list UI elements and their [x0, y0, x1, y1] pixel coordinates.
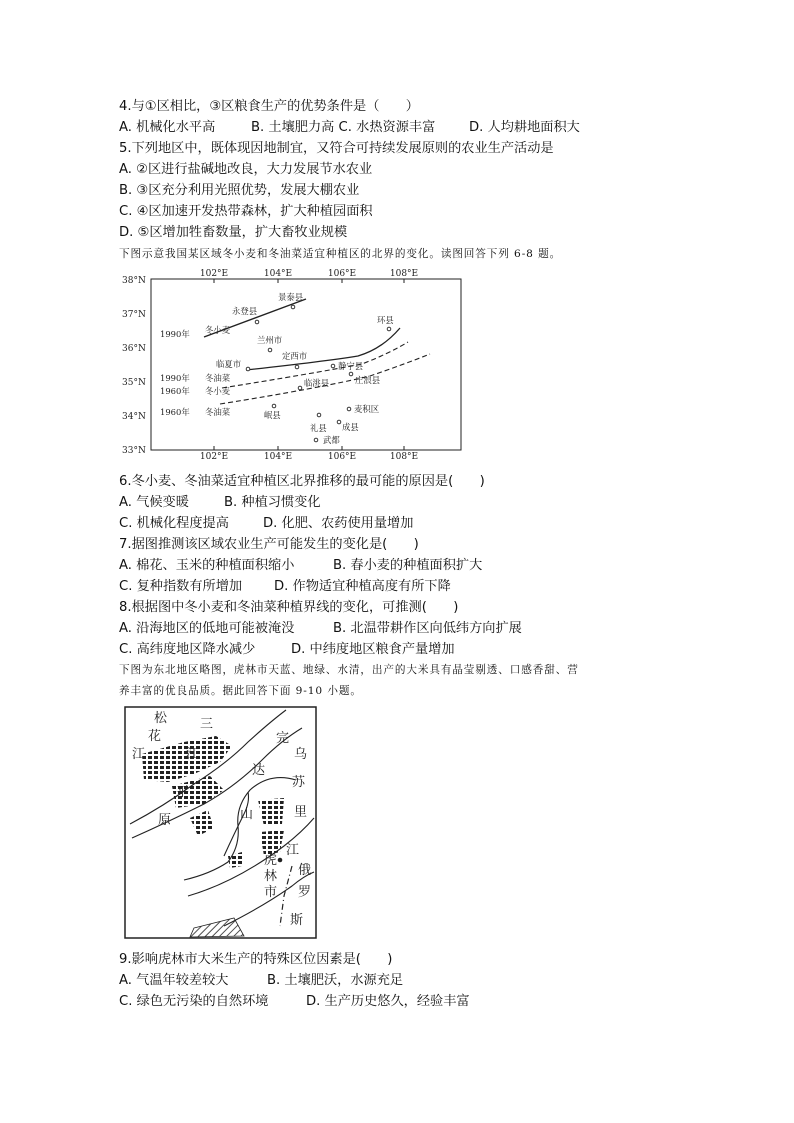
map-label: 斯 — [290, 913, 304, 928]
place-marker — [255, 320, 259, 324]
legend-year: 1960年 — [160, 386, 190, 396]
lon-tick-top: 108°E — [389, 269, 419, 279]
northeast-china-map — [124, 706, 318, 940]
place-name: 庄浪县 — [355, 375, 381, 385]
legend-year: 1990年 — [160, 373, 190, 383]
q8-option-d: D. 中纬度地区粮食产量增加 — [291, 642, 455, 657]
q5-option-d: D. ⑤区增加牲畜数量，扩大畜牧业规模 — [119, 225, 348, 240]
place-name: 麦积区 — [354, 404, 380, 414]
q5-option-b: B. ③区充分利用光照优势，发展大棚农业 — [119, 183, 360, 198]
q6-option-c: C. 机械化程度提高 — [119, 516, 229, 531]
place-name: 景泰县 — [278, 292, 304, 302]
q8-option-b: B. 北温带耕作区向低纬方向扩展 — [333, 621, 522, 636]
q7-stem: 7.据图推测该区域农业生产可能发生的变化是( ) — [119, 537, 419, 552]
place-name: 临洮县 — [304, 378, 330, 388]
place-marker — [295, 365, 299, 369]
place-name: 静宁县 — [338, 361, 364, 371]
q9-stem: 9.影响虎林市大米生产的特殊区位因素是( ) — [119, 952, 393, 967]
q7-option-c: C. 复种指数有所增加 — [119, 579, 243, 594]
lat-tick: 35°N — [122, 378, 146, 388]
q4-option-d: D. 人均耕地面积大 — [469, 120, 580, 135]
map-label: 市 — [264, 885, 278, 900]
q7-option-a: A. 棉花、玉米的种植面积缩小 — [119, 558, 295, 573]
lon-tick-bottom: 104°E — [263, 452, 293, 462]
place-marker — [349, 372, 353, 376]
map-label: 罗 — [298, 885, 312, 900]
lon-tick-bottom: 108°E — [389, 452, 419, 462]
lon-tick-top: 102°E — [199, 269, 229, 279]
place-marker — [387, 327, 391, 331]
q5-stem: 5.下列地区中，既体现因地制宜，又符合可持续发展原则的农业生产活动是 — [119, 141, 554, 156]
q5-option-a: A. ②区进行盐碱地改良，大力发展节水农业 — [119, 162, 373, 177]
q9-option-a: A. 气温年较差较大 — [119, 973, 229, 988]
place-marker — [298, 386, 302, 390]
q6-options-row1 — [119, 493, 321, 512]
place-name: 临夏市 — [216, 359, 242, 369]
q9-option-c: C. 绿色无污染的自然环境 — [119, 994, 269, 1009]
lon-tick-top: 106°E — [327, 269, 357, 279]
lat-tick: 34°N — [122, 412, 146, 422]
place-marker — [331, 364, 335, 368]
place-name: 永登县 — [232, 306, 258, 316]
q8-option-c: C. 高纬度地区降水减少 — [119, 642, 256, 657]
map-label: 原 — [158, 813, 172, 828]
q4-options — [119, 118, 580, 137]
q6-option-b: B. 种植习惯变化 — [224, 495, 321, 510]
legend-year: 1960年 — [160, 407, 190, 417]
map-label: 乌 — [294, 747, 308, 762]
place-marker — [268, 348, 272, 352]
lon-tick-bottom: 106°E — [327, 452, 357, 462]
q4-option-b: B. 土壤肥力高 C. 水热资源丰富 — [251, 120, 436, 135]
lon-tick-top: 104°E — [263, 269, 293, 279]
map-label: 虎 — [264, 853, 278, 868]
map-label: 松 — [154, 711, 168, 726]
lat-tick: 37°N — [122, 310, 146, 320]
place-name: 环县 — [377, 315, 394, 325]
map-label: 林 — [264, 869, 278, 884]
legend-crop: 冬油菜 — [205, 373, 231, 383]
place-marker — [337, 420, 341, 424]
legend-crop: 冬小麦 — [205, 325, 231, 335]
map-label: 平 — [176, 785, 190, 800]
place-name: 定西市 — [282, 351, 308, 361]
q6-option-a: A. 气候变暖 — [119, 495, 189, 510]
map-label: 里 — [294, 805, 308, 820]
q4-option-a: A. 机械化水平高 — [119, 120, 216, 135]
lat-tick: 33°N — [122, 446, 146, 456]
map-label: 山 — [240, 807, 254, 822]
map-label: 完 — [276, 731, 290, 746]
map-label: 花 — [148, 729, 162, 744]
legend-crop: 冬小麦 — [205, 386, 231, 396]
place-marker — [347, 407, 351, 411]
legend-crop: 冬油菜 — [205, 407, 231, 417]
q6-options-row2 — [119, 514, 413, 533]
map-label: 江 — [132, 747, 146, 762]
map-label: 江 — [286, 843, 300, 858]
q6-option-d: D. 化肥、农药使用量增加 — [263, 516, 414, 531]
place-marker — [272, 404, 276, 408]
crop-boundary-map — [120, 269, 465, 462]
q9-option-b: B. 土壤肥沃，水源充足 — [267, 973, 404, 988]
map-label: 苏 — [292, 775, 306, 790]
map2-intro-line2: 养丰富的优良品质。据此回答下面 9-10 小题。 — [119, 685, 362, 697]
place-name: 礼县 — [310, 423, 327, 433]
lat-tick: 38°N — [122, 276, 146, 286]
q4-stem: 4.与①区相比，③区粮食生产的优势条件是（ ） — [119, 99, 419, 114]
q7-options-row2 — [119, 577, 451, 596]
q8-option-a: A. 沿海地区的低地可能被淹没 — [119, 621, 295, 636]
q8-stem: 8.根据图中冬小麦和冬油菜种植界线的变化，可推测( ) — [119, 600, 459, 615]
map1-intro: 下图示意我国某区域冬小麦和冬油菜适宜种植区的北界的变化。读图回答下列 6-8 题。 — [119, 248, 562, 260]
place-marker — [246, 367, 250, 371]
q6-stem: 6.冬小麦、冬油菜适宜种植区北界推移的最可能的原因是( ) — [119, 474, 485, 489]
map2-intro-line1: 下图为东北地区略图，虎林市天蓝、地绿、水清，出产的大米具有晶莹剔透、口感香甜、营 — [119, 664, 579, 676]
hulin-city-marker — [278, 858, 283, 863]
map-label: 达 — [252, 763, 266, 778]
place-marker — [314, 438, 318, 442]
q8-options-row2 — [119, 640, 455, 659]
lat-tick: 36°N — [122, 344, 146, 354]
map-label: 俄 — [298, 863, 312, 878]
q9-options-row2 — [119, 992, 470, 1011]
place-name: 成县 — [342, 422, 359, 432]
lon-tick-bottom: 102°E — [199, 452, 229, 462]
place-marker — [291, 305, 295, 309]
q5-option-c: C. ④区加速开发热带森林，扩大种植园面积 — [119, 204, 373, 219]
place-name: 岷县 — [264, 410, 281, 420]
q9-options-row1 — [119, 971, 403, 990]
place-name: 兰州市 — [257, 335, 283, 345]
place-name: 武都 — [323, 435, 340, 445]
q8-options-row1 — [119, 619, 522, 638]
legend-year: 1990年 — [160, 329, 190, 339]
map-label: 三 — [200, 717, 214, 732]
place-marker — [317, 413, 321, 417]
q7-option-b: B. 春小麦的种植面积扩大 — [333, 558, 483, 573]
q9-option-d: D. 生产历史悠久，经验丰富 — [306, 994, 470, 1009]
map-label: 江 — [186, 747, 200, 762]
q7-option-d: D. 作物适宜种植高度有所下降 — [274, 579, 451, 594]
q7-options-row1 — [119, 556, 482, 575]
